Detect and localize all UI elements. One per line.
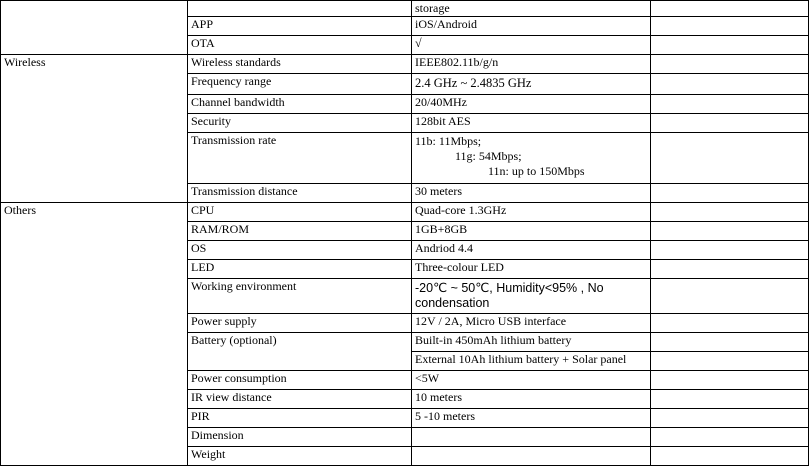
extra-cell: [651, 241, 809, 260]
spec-value: 12V / 2A, Micro USB interface: [412, 314, 651, 333]
extra-cell: [651, 95, 809, 114]
spec-value: 20/40MHz: [412, 95, 651, 114]
spec-label: Transmission rate: [188, 133, 412, 184]
extra-cell: [651, 1, 809, 17]
spec-label: OTA: [188, 36, 412, 55]
spec-value: IEEE802.11b/g/n: [412, 55, 651, 74]
extra-cell: [651, 184, 809, 203]
extra-cell: [651, 55, 809, 74]
spec-value: 2.4 GHz ~ 2.4835 GHz: [412, 74, 651, 95]
extra-cell: [651, 279, 809, 314]
spec-label: IR view distance: [188, 390, 412, 409]
spec-label: Frequency range: [188, 74, 412, 95]
extra-cell: [651, 17, 809, 36]
extra-cell: [651, 428, 809, 447]
spec-label: Weight: [188, 447, 412, 466]
category-cell-empty: [1, 1, 188, 55]
category-wireless: Wireless: [1, 55, 188, 203]
extra-cell: [651, 371, 809, 390]
spec-value: 5 -10 meters: [412, 409, 651, 428]
spec-label: Channel bandwidth: [188, 95, 412, 114]
extra-cell: [651, 36, 809, 55]
extra-cell: [651, 333, 809, 352]
spec-label: Battery (optional): [188, 333, 412, 371]
spec-value: Three-colour LED: [412, 260, 651, 279]
spec-label: PIR: [188, 409, 412, 428]
extra-cell: [651, 203, 809, 222]
rate-line-11b: 11b: 11Mbps;: [415, 134, 482, 148]
extra-cell: [651, 260, 809, 279]
extra-cell: [651, 133, 809, 184]
extra-cell: [651, 352, 809, 371]
spec-label: Transmission distance: [188, 184, 412, 203]
table-row: [1, 203, 809, 222]
spec-label: Power supply: [188, 314, 412, 333]
extra-cell: [651, 409, 809, 428]
spec-value: [412, 428, 651, 447]
rate-line-11g: 11g: 54Mbps;: [455, 149, 522, 163]
spec-label: Working environment: [188, 279, 412, 314]
spec-value: Quad-core 1.3GHz: [412, 203, 651, 222]
extra-cell: [651, 390, 809, 409]
spec-value: iOS/Android: [412, 17, 651, 36]
spec-label: Dimension: [188, 428, 412, 447]
rate-line-11n: 11n: up to 150Mbps: [488, 164, 585, 178]
spec-label: Wireless standards: [188, 55, 412, 74]
spec-label: RAM/ROM: [188, 222, 412, 241]
label-cell-empty: [188, 1, 412, 17]
extra-cell: [651, 314, 809, 333]
spec-value: Andriod 4.4: [412, 241, 651, 260]
spec-label: Security: [188, 114, 412, 133]
extra-cell: [651, 447, 809, 466]
spec-label: LED: [188, 260, 412, 279]
category-others: Others: [1, 203, 188, 466]
spec-label: CPU: [188, 203, 412, 222]
spec-value: √: [412, 36, 651, 55]
spec-value: Built-in 450mAh lithium battery: [412, 333, 651, 352]
extra-cell: [651, 222, 809, 241]
spec-label: OS: [188, 241, 412, 260]
spec-value: 10 meters: [412, 390, 651, 409]
spec-label: Power consumption: [188, 371, 412, 390]
spec-value: [412, 447, 651, 466]
spec-label: APP: [188, 17, 412, 36]
table-row: [1, 55, 809, 74]
spec-value: 30 meters: [412, 184, 651, 203]
spec-value: 1GB+8GB: [412, 222, 651, 241]
value-cell: storage: [412, 1, 651, 17]
table-row: [1, 1, 809, 17]
spec-value: 128bit AES: [412, 114, 651, 133]
spec-value-multiline: [412, 133, 651, 184]
spec-value: -20℃ ~ 50℃, Humidity<95% , No condensation: [412, 279, 651, 314]
extra-cell: [651, 74, 809, 95]
spec-value: <5W: [412, 371, 651, 390]
extra-cell: [651, 114, 809, 133]
spec-value: External 10Ah lithium battery + Solar panel: [412, 352, 651, 371]
